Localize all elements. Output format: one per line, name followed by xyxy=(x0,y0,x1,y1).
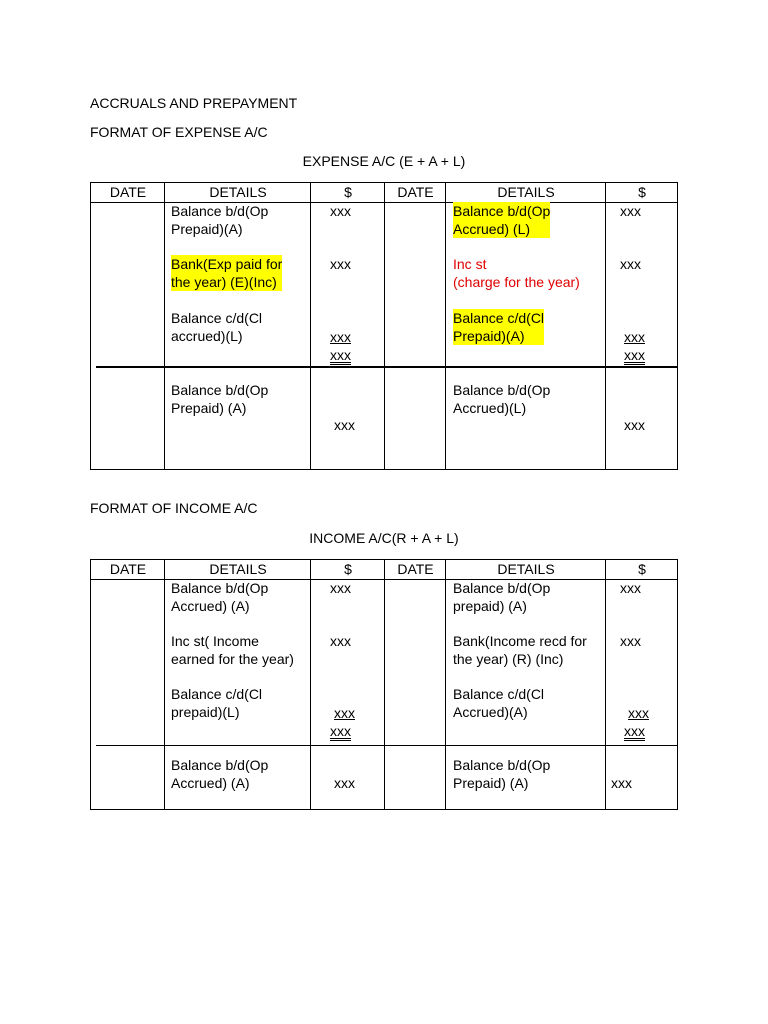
expense-col-amount-right: $ xyxy=(638,184,646,200)
income-right-bank-receipt: Bank(Income recd for the year) (R) (Inc) xyxy=(453,633,587,667)
expense-left-brought-down: Balance b/d(Op Prepaid) (A) xyxy=(171,382,269,416)
income-right-total: xxx xyxy=(624,723,645,739)
expense-left-amount: xxx xyxy=(330,203,351,219)
income-col-details-left: DETAILS xyxy=(209,561,267,577)
expense-right-amount: xxx xyxy=(620,256,641,272)
expense-col-details-right: DETAILS xyxy=(497,184,555,200)
income-left-total: xxx xyxy=(330,723,351,739)
page-heading: ACCRUALS AND PREPAYMENT xyxy=(90,95,298,111)
expense-right-amount: xxx xyxy=(620,203,641,219)
expense-left-total: xxx xyxy=(330,347,351,363)
expense-left-amount: xxx xyxy=(334,417,355,433)
income-left-amount: xxx xyxy=(330,580,351,596)
expense-right-brought-down: Balance b/d(Op Accrued)(L) xyxy=(453,382,551,416)
expense-left-bank-payment: Bank(Exp paid for the year) (E)(Inc) xyxy=(171,256,283,290)
expense-col-date-left: DATE xyxy=(109,184,147,200)
income-left-opening-balance: Balance b/d(Op Accrued) (A) xyxy=(171,580,269,614)
income-left-closing-balance: Balance c/d(Cl prepaid)(L) xyxy=(171,686,263,720)
income-left-income-statement: Inc st( Income earned for the year) xyxy=(171,633,294,667)
income-left-amount: xxx xyxy=(334,705,355,721)
income-right-opening-balance: Balance b/d(Op prepaid) (A) xyxy=(453,580,551,614)
expense-left-opening-balance: Balance b/d(Op Prepaid)(A) xyxy=(171,203,269,237)
income-left-amount: xxx xyxy=(330,633,351,649)
income-left-amount: xxx xyxy=(334,775,355,791)
income-col-date-left: DATE xyxy=(109,561,147,577)
expense-right-income-statement: Inc st (charge for the year) xyxy=(453,256,580,290)
income-account-table xyxy=(90,559,678,810)
income-col-details-right: DETAILS xyxy=(497,561,555,577)
expense-right-amount: xxx xyxy=(624,417,645,433)
expense-right-amount: xxx xyxy=(624,329,645,345)
expense-col-date-right: DATE xyxy=(397,184,434,200)
expense-right-opening-balance: Balance b/d(Op Accrued) (L) xyxy=(453,203,551,237)
expense-left-amount: xxx xyxy=(330,329,351,345)
income-right-amount: xxx xyxy=(620,633,641,649)
income-col-amount-right: $ xyxy=(638,561,646,577)
expense-account-table xyxy=(90,182,678,470)
income-right-amount: xxx xyxy=(628,705,649,721)
income-col-date-right: DATE xyxy=(397,561,434,577)
expense-format-heading: FORMAT OF EXPENSE A/C xyxy=(90,124,268,140)
expense-col-amount-left: $ xyxy=(344,184,352,200)
income-right-brought-down: Balance b/d(Op Prepaid) (A) xyxy=(453,757,551,791)
income-col-amount-left: $ xyxy=(344,561,352,577)
expense-left-amount: xxx xyxy=(330,256,351,272)
expense-account-title: EXPENSE A/C (E + A + L) xyxy=(302,153,466,169)
expense-right-closing-balance: Balance c/d(Cl Prepaid)(A) xyxy=(453,310,545,344)
income-right-amount: xxx xyxy=(611,775,632,791)
balance-rule xyxy=(96,745,678,746)
expense-col-details-left: DETAILS xyxy=(209,184,267,200)
income-left-brought-down: Balance b/d(Op Accrued) (A) xyxy=(171,757,269,791)
income-right-amount: xxx xyxy=(620,580,641,596)
income-account-title: INCOME A/C(R + A + L) xyxy=(309,530,459,546)
expense-right-total: xxx xyxy=(624,347,645,363)
income-right-closing-balance: Balance c/d(Cl Accrued)(A) xyxy=(453,686,545,720)
balance-rule xyxy=(96,366,678,368)
expense-left-closing-balance: Balance c/d(Cl accrued)(L) xyxy=(171,310,263,344)
income-format-heading: FORMAT OF INCOME A/C xyxy=(90,500,258,516)
